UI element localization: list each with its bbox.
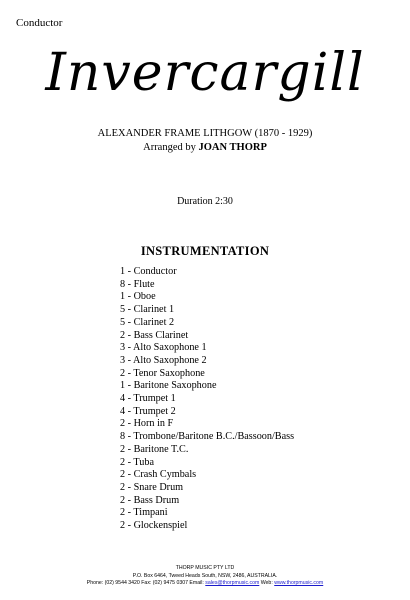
instrument-item: 2 - Timpani — [120, 507, 168, 519]
instrument-item: 2 - Bass Clarinet — [120, 329, 189, 341]
instrument-item: 2 - Glockenspiel — [120, 520, 188, 532]
instrument-item: 3 - Alto Saxophone 1 — [120, 342, 207, 354]
arranger-name: JOAN THORP — [198, 142, 267, 153]
instrumentation-list — [120, 266, 294, 533]
score-title: Invercargill — [45, 43, 365, 103]
instrument-item: 2 - Horn in F — [120, 418, 174, 430]
instrument-item: 3 - Alto Saxophone 2 — [120, 354, 207, 366]
composer-credit: ALEXANDER FRAME LITHGOW (1870 - 1929) — [97, 128, 313, 139]
publisher-address: P.O. Box 6464, Tweed Heads South, NSW, 2486, AUSTRALIA. — [132, 572, 278, 579]
web-label: Web: — [260, 580, 273, 587]
instrument-item: 8 - Flute — [120, 278, 155, 290]
arranger-credit — [0, 142, 410, 153]
instrument-item: 2 - Baritone T.C. — [120, 443, 189, 455]
arranged-by-label: Arranged by — [143, 142, 196, 153]
instrument-item: 4 - Trumpet 1 — [120, 393, 176, 405]
instrument-item: 4 - Trumpet 2 — [120, 405, 176, 417]
website-link[interactable]: www.thorpmusic.com — [274, 580, 324, 587]
instrument-item: 5 - Clarinet 1 — [120, 304, 175, 316]
instrument-item: 8 - Trombone/Baritone B.C./Bassoon/Bass — [120, 431, 295, 443]
publisher-name: THORP MUSIC PTY LTD — [175, 565, 235, 571]
instrument-item: 2 - Snare Drum — [120, 481, 184, 493]
instrument-item: 2 - Tuba — [120, 456, 154, 468]
instrument-item: 1 - Conductor — [120, 266, 177, 277]
instrumentation-heading: INSTRUMENTATION — [140, 244, 270, 258]
instrument-item: 2 - Crash Cymbals — [120, 469, 197, 481]
instrument-item: 1 - Oboe — [120, 291, 156, 303]
instrument-item: 5 - Clarinet 2 — [120, 316, 175, 328]
contact-phone-fax: Phone: (02) 9544 3420 Fax: (02) 9475 0307 Email: — [86, 580, 204, 587]
publisher-contact — [0, 580, 410, 588]
part-label: Conductor — [16, 17, 63, 29]
duration: Duration 2:30 — [177, 196, 233, 207]
email-link[interactable]: sales@thorpmusic.com — [205, 580, 260, 587]
publisher-footer — [0, 565, 410, 588]
instrument-item: 2 - Bass Drum — [120, 494, 180, 506]
instrument-item: 2 - Tenor Saxophone — [120, 367, 205, 379]
instrument-item: 1 - Baritone Saxophone — [120, 380, 217, 392]
